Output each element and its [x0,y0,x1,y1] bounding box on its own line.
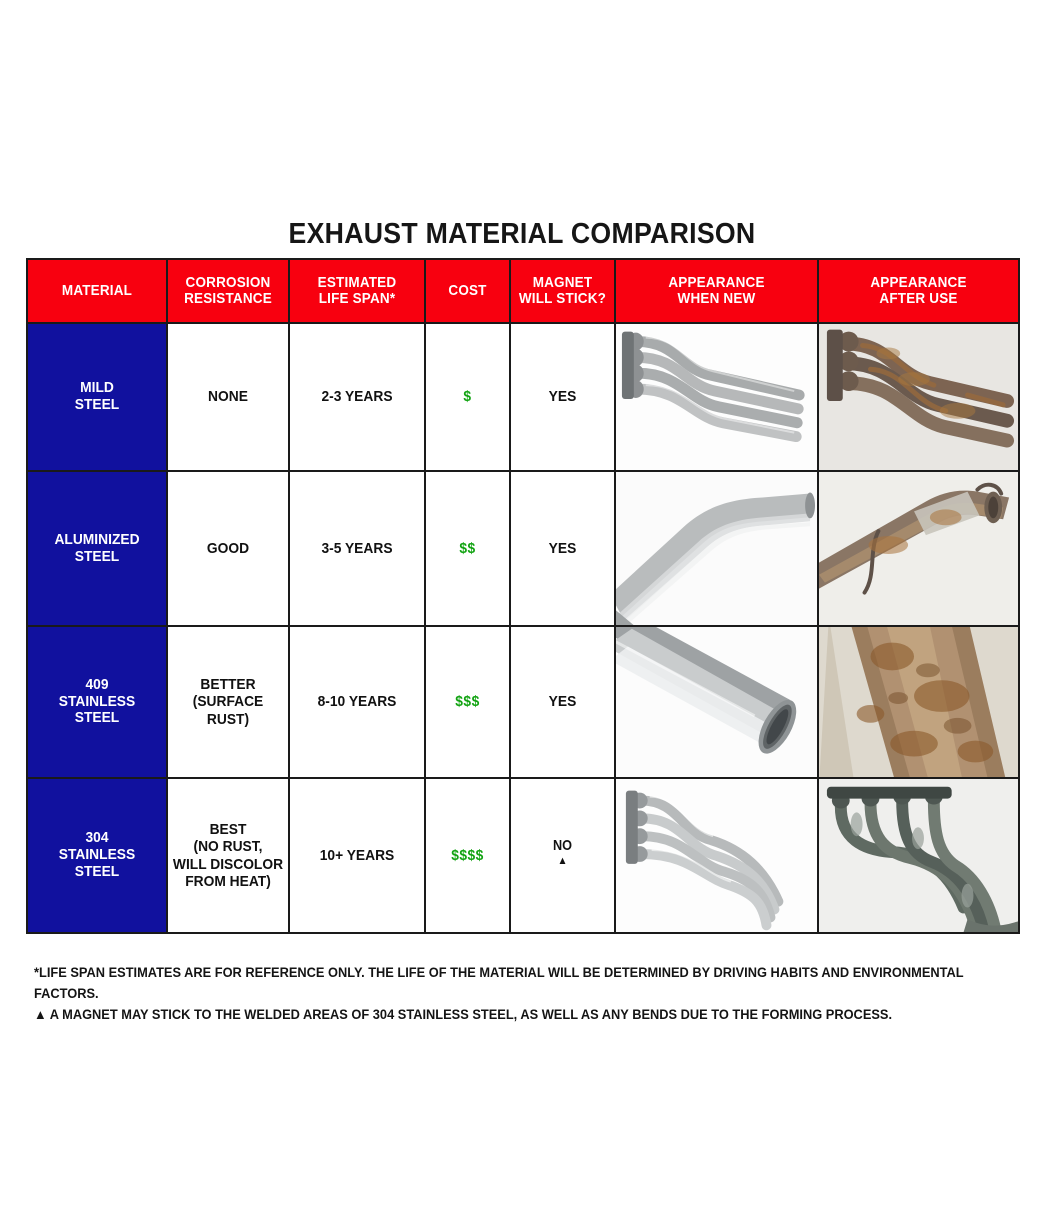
table-row [27,778,1019,933]
photo-new-304-stainless-steel [615,778,818,933]
photo-new-mild-steel [615,323,818,471]
mild-steel-rusted-header-illustration [819,324,1018,470]
comparison-table-container [26,258,1018,934]
cell-lifespan-304-stainless-steel: 10+ YEARS [289,778,425,933]
page-title: EXHAUST MATERIAL COMPARISON [288,218,756,250]
cell-cost-mild-steel: $ [425,323,510,471]
aluminized-new-pipe-illustration [616,472,817,625]
304-heat-discolored-header-illustration [819,779,1018,932]
column-header-appearance-after-use: APPEARANCE AFTER USE [818,259,1019,323]
column-header-magnet-will-stick: MAGNET WILL STICK? [510,259,615,323]
table-body [27,323,1019,933]
photo-after-mild-steel [818,323,1019,471]
photo-after-409-stainless-steel [818,626,1019,778]
cell-material-304-stainless-steel: 304 STAINLESS STEEL [27,778,167,933]
table-row [27,323,1019,471]
column-header-material: MATERIAL [27,259,167,323]
cell-cost-409-stainless-steel: $$$ [425,626,510,778]
column-header-estimated-life-span: ESTIMATED LIFE SPAN* [289,259,425,323]
cell-magnet-mild-steel: YES [510,323,615,471]
photo-new-409-stainless-steel [615,626,818,778]
photo-after-304-stainless-steel [818,778,1019,933]
cell-lifespan-409-stainless-steel: 8-10 YEARS [289,626,425,778]
column-header-appearance-when-new: APPEARANCE WHEN NEW [615,259,818,323]
cell-corrosion-aluminized-steel: GOOD [167,471,289,626]
cell-cost-aluminized-steel: $$ [425,471,510,626]
409-surface-rust-pipe-illustration [819,627,1018,777]
409-new-tube-illustration [616,627,817,777]
footnote-lifespan: *LIFE SPAN ESTIMATES ARE FOR REFERENCE ONLY. THE LIFE OF THE MATERIAL WILL BE DETERMINED BY DRIVING HABITS AND ENVIRONMENTAL FACTORS. [34,965,964,1001]
cell-magnet-304-stainless-steel: NO ▲ [510,778,615,933]
cell-corrosion-mild-steel: NONE [167,323,289,471]
header-row [27,259,1019,323]
table-header [27,259,1019,323]
column-header-cost: COST [425,259,510,323]
cell-magnet-409-stainless-steel: YES [510,626,615,778]
cell-magnet-aluminized-steel: YES [510,471,615,626]
footnotes [34,963,1014,1026]
exhaust-material-comparison-table [26,258,1020,934]
mild-steel-new-header-illustration [616,324,817,470]
photo-new-aluminized-steel [615,471,818,626]
cell-material-aluminized-steel: ALUMINIZED STEEL [27,471,167,626]
304-new-header-illustration [616,779,817,932]
cell-material-409-stainless-steel: 409 STAINLESS STEEL [27,626,167,778]
table-row [27,471,1019,626]
magnet-footnote-marker: ▲ [557,854,568,867]
cell-material-mild-steel: MILD STEEL [27,323,167,471]
footnote-magnet: ▲ A MAGNET MAY STICK TO THE WELDED AREAS OF 304 STAINLESS STEEL, AS WELL AS ANY BENDS DUE TO THE FORMING PROCESS. [34,1006,893,1022]
cell-cost-304-stainless-steel: $$$$ [425,778,510,933]
column-header-corrosion-resistance: CORROSION RESISTANCE [167,259,289,323]
cell-corrosion-304-stainless-steel: BEST (NO RUST, WILL DISCOLOR FROM HEAT) [167,778,289,933]
photo-after-aluminized-steel [818,471,1019,626]
cell-lifespan-aluminized-steel: 3-5 YEARS [289,471,425,626]
cell-corrosion-409-stainless-steel: BETTER (SURFACE RUST) [167,626,289,778]
aluminized-rusted-pipe-illustration [819,472,1018,625]
cell-lifespan-mild-steel: 2-3 YEARS [289,323,425,471]
table-row [27,626,1019,778]
